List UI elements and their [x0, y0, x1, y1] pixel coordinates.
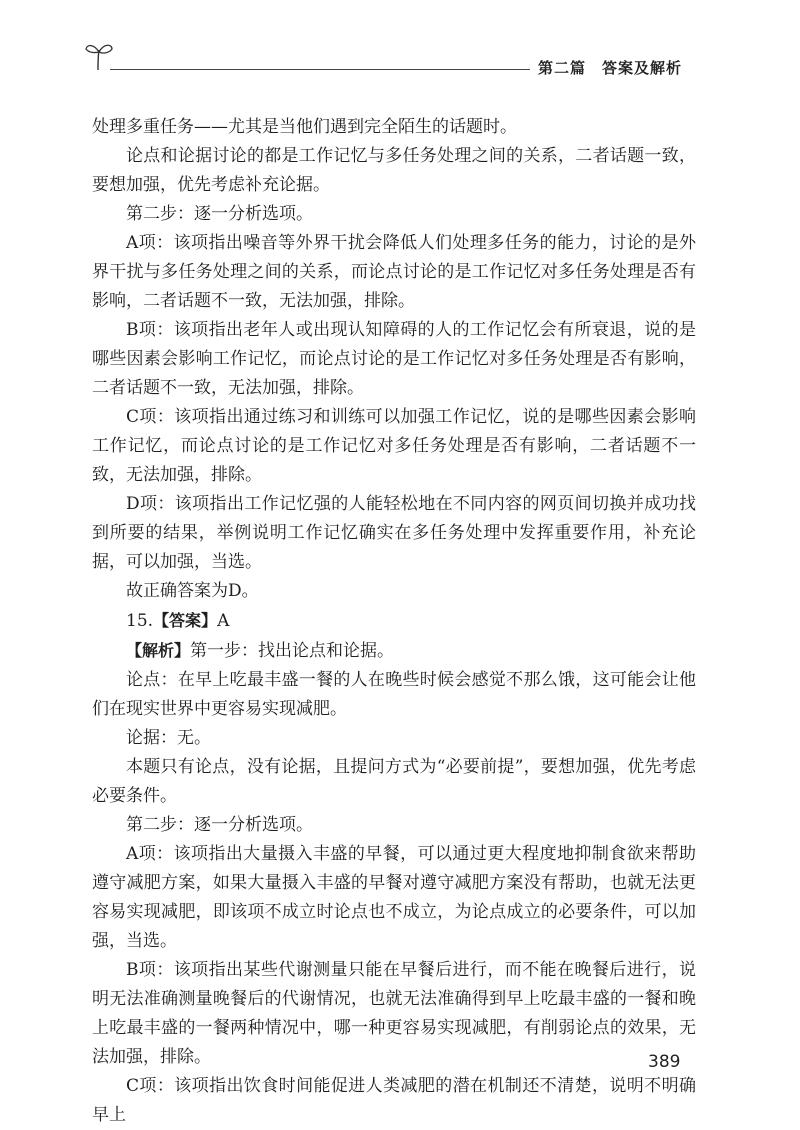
- paragraph: 论据：无。: [126, 728, 211, 748]
- answer-line: [92, 606, 696, 636]
- paragraph: 第二步：逐一分析选项。: [126, 204, 313, 224]
- paragraph: A项：该项指出噪音等外界干扰会降低人们处理多任务的能力，讨论的是外界干扰与多任务处理之间的关系，而论点讨论的是工作记忆对多任务处理是否有影响，二者话题不一致，无法加强，排除。: [92, 233, 696, 311]
- paragraph: B项：该项指出某些代谢测量只能在早餐后进行，而不能在晚餐后进行，说明无法准确测量晚餐后的代谢情况，也就无法准确得到早上吃最丰盛的一餐和晚上吃最丰盛的一餐两种情况中，哪一种更容易实现减肥，有削弱论点的效果，无法加强，排除。: [92, 960, 696, 1067]
- paragraph: 本题只有论点，没有论据，且提问方式为“必要前提”，要想加强，优先考虑必要条件。: [92, 757, 696, 806]
- paragraph: 故正确答案为D。: [126, 581, 259, 601]
- analysis-text: 第一步：找出论点和论据。: [190, 641, 395, 661]
- paragraph: 论点：在早上吃最丰盛一餐的人在晚些时候会感觉不那么饿，这可能会让他们在现实世界中更容易实现减肥。: [92, 670, 696, 719]
- answer-label: 【答案】: [153, 611, 218, 630]
- paragraph: B项：该项指出老年人或出现认知障碍的人的工作记忆会有所衰退，说的是哪些因素会影响工作记忆，而论点讨论的是工作记忆对多任务处理是否有影响，二者话题不一致，无法加强，排除。: [92, 320, 696, 398]
- section-title: 第二篇 答案及解析: [538, 59, 683, 77]
- paragraph: 论点和论据讨论的都是工作记忆与多任务处理之间的关系，二者话题一致，要想加强，优先考虑补充论据。: [92, 146, 696, 195]
- page-body: [92, 113, 696, 1130]
- page-number: 389: [648, 1052, 681, 1072]
- analysis-line: [92, 636, 696, 666]
- paragraph: 第二步：逐一分析选项。: [126, 815, 313, 835]
- answer-value: A: [217, 611, 230, 631]
- paragraph: 处理多重任务——尤其是当他们遇到完全陌生的话题时。: [92, 117, 517, 137]
- question-number: 15.: [126, 611, 154, 631]
- header-rule: [110, 69, 530, 70]
- page-header: [0, 0, 800, 80]
- sprout-icon: [84, 40, 114, 72]
- paragraph: C项：该项指出饮食时间能促进人类减肥的潜在机制还不清楚，说明不明确早上: [92, 1076, 696, 1125]
- paragraph: D项：该项指出工作记忆强的人能轻松地在不同内容的网页间切换并成功找到所要的结果，举例说明工作记忆确实在多任务处理中发挥重要作用，补充论据，可以加强，当选。: [92, 494, 696, 572]
- paragraph: A项：该项指出大量摄入丰盛的早餐，可以通过更大程度地抑制食欲来帮助遵守减肥方案，如果大量摄入丰盛的早餐对遵守减肥方案没有帮助，也就无法更容易实现减肥，即该项不成立时论点也不成立，为论点成立的必要条件，可以加强，当选。: [92, 844, 696, 951]
- paragraph: C项：该项指出通过练习和训练可以加强工作记忆，说的是哪些因素会影响工作记忆，而论点讨论的是工作记忆对多任务处理是否有影响，二者话题不一致，无法加强，排除。: [92, 407, 696, 485]
- analysis-label: 【解析】: [126, 641, 191, 660]
